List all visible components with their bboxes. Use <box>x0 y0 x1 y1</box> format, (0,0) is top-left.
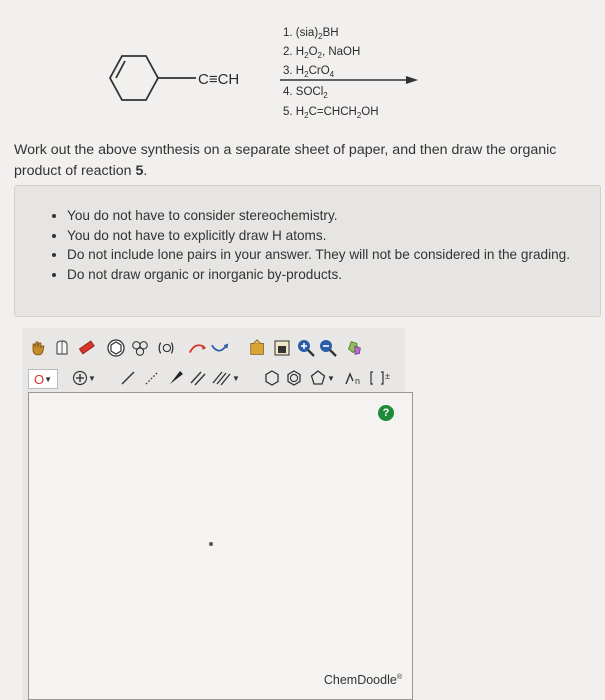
triple-bond-selector[interactable] <box>210 368 242 388</box>
bracket-charge-icon[interactable] <box>368 368 394 388</box>
toolbar-row-1 <box>22 336 405 362</box>
single-bond-icon[interactable] <box>118 368 138 388</box>
chemdoodle-brand: ChemDoodle® <box>323 673 402 687</box>
chevron-down-icon: ▼ <box>232 373 240 383</box>
instruction-item: • Do not draw organic or inorganic by-products. <box>67 265 584 285</box>
ring-size-selector[interactable] <box>306 368 338 388</box>
eraser-icon[interactable] <box>76 338 96 358</box>
zoom-in-icon[interactable] <box>296 338 316 358</box>
chevron-down-icon: ▼ <box>88 373 96 383</box>
reaction-number: 5 <box>135 163 144 179</box>
reagent-step-5: 5. $H_2C=CHCH_2OH$ <box>283 106 379 120</box>
question-prompt: Work out the above synthesis on a separate sheet of paper, and then draw the organic product of reaction 5. <box>14 142 557 179</box>
chevron-down-icon: ▼ <box>327 373 335 383</box>
clean-structure-icon[interactable] <box>248 338 268 358</box>
double-bond-icon[interactable] <box>188 368 208 388</box>
zoom-out-icon[interactable] <box>318 338 338 358</box>
element-selector[interactable] <box>28 369 58 389</box>
reagent-step-3: 3. $H_2CrO_4$ <box>283 65 335 79</box>
brand-registered-mark: ® <box>396 673 402 681</box>
reaction-arrow-blue-icon[interactable] <box>210 338 230 358</box>
reaction-arrow <box>280 76 418 84</box>
help-button[interactable]: ? <box>378 405 394 421</box>
instructions-box <box>14 185 601 317</box>
settings-structure-icon[interactable] <box>344 338 364 358</box>
svg-text:n: n <box>355 376 361 386</box>
cyclohexane-icon[interactable] <box>262 368 282 388</box>
chain-template-icon[interactable] <box>130 338 150 358</box>
element-selector-label: O <box>33 371 45 387</box>
reaction-scheme <box>0 0 605 130</box>
alkyne-label: C≡CH <box>198 71 240 88</box>
instruction-item: • You do not have to consider stereochemistry. <box>67 206 584 226</box>
svg-text:±: ± <box>385 371 390 381</box>
canvas-center-marker <box>209 542 213 546</box>
instruction-item: • Do not include lone pairs in your answer. They will not be considered in the grading. <box>67 245 584 265</box>
bracket-template-icon[interactable] <box>156 338 176 358</box>
lasso-icon[interactable] <box>52 338 72 358</box>
chemdoodle-editor <box>22 328 405 700</box>
instruction-item: • You do not have to explicitly draw H atoms. <box>67 226 584 246</box>
reaction-arrow-red-icon[interactable] <box>188 338 208 358</box>
drawing-canvas[interactable] <box>28 392 413 700</box>
reagent-step-4: 4. SOCl$_2$ <box>283 86 328 100</box>
benzene-icon[interactable] <box>284 368 304 388</box>
reagent-list <box>283 27 379 120</box>
chain-length-icon[interactable] <box>342 368 366 388</box>
hand-pan-icon[interactable] <box>28 338 48 358</box>
cyclohexene-structure <box>110 56 196 100</box>
ring-template-icon[interactable] <box>106 338 126 358</box>
charge-selector[interactable] <box>66 368 102 388</box>
reagent-step-2: 2. $H_2O_2$, NaOH <box>283 46 361 60</box>
document-icon[interactable] <box>272 338 292 358</box>
chevron-down-icon: ▼ <box>44 374 53 384</box>
toolbar-row-2 <box>22 366 405 392</box>
reagent-step-1: 1. $(sia)_2BH$ <box>283 27 339 41</box>
wedge-bond-icon[interactable] <box>166 368 186 388</box>
hashed-bond-icon[interactable] <box>142 368 162 388</box>
